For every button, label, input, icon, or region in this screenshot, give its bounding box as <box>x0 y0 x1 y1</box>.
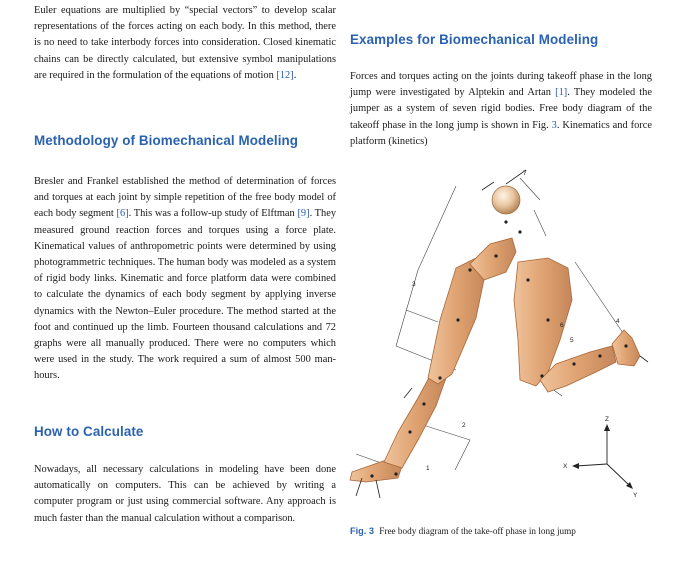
shank-segment <box>384 372 446 468</box>
guide-lines <box>356 178 625 470</box>
figure-caption-text: Free body diagram of the take-off phase in long jump <box>379 526 576 536</box>
segment-number-6: 6 <box>560 322 564 329</box>
segment-number-1: 1 <box>426 465 430 472</box>
examples-heading: Examples for Biomechanical Modeling <box>350 32 599 47</box>
y-axis <box>607 464 630 486</box>
segment-number-5: 5 <box>570 337 574 344</box>
citation-link[interactable]: [12] <box>276 69 294 81</box>
body-segments <box>350 186 640 482</box>
coordinate-axes <box>563 416 638 499</box>
figure-caption <box>350 526 576 536</box>
how-paragraph: Nowadays, all necessary calculations in modeling have been done automatically on computers. This can be achieved by writing a computer program or just using commercial software. Any approach is much faster than the manual calculation without a comparison. <box>34 464 336 524</box>
x-axis-arrowhead <box>572 463 579 469</box>
x-axis-label: X <box>563 463 568 470</box>
figure-link[interactable]: 3 <box>551 119 557 131</box>
examples-paragraph: Forces and torques acting on the joints during takeoff phase in the long jump were investigated by Alptekin and Artan [1]. They modeled the jumper as a system of seven rigid bodies. Free body diagram of the takeoff phase in the long jump is shown in Fig. 3. Kinematics and force platform (kinetics) <box>350 71 652 147</box>
z-axis-label: Z <box>605 416 609 423</box>
citation-link[interactable]: [9] <box>297 208 310 220</box>
x-axis <box>576 464 607 466</box>
segment-number-2: 2 <box>462 422 466 429</box>
intro-paragraph: Euler equations are multiplied by “special vectors” to develop scalar representations of the forces acting on each body. In this method, there is no need to take interbody forces into consideration. Closed kinematic chains can be directly calculated, but extensive symbol manipulations are required in the formulation of the equations of motion [12]. <box>34 5 336 81</box>
segment-number-3: 3 <box>412 281 416 288</box>
citation-link[interactable]: [6] <box>116 208 129 220</box>
z-axis-arrowhead <box>604 424 610 431</box>
figure-caption-label: Fig. 3 <box>350 526 374 536</box>
segment-number-7: 7 <box>523 170 527 177</box>
y-axis-label: Y <box>633 492 638 499</box>
citation-link[interactable]: [1] <box>555 87 568 99</box>
head-segment <box>492 186 520 214</box>
swing-foot-segment <box>612 330 640 366</box>
methodology-paragraph: Bresler and Frankel established the method of determination of forces and torques at each joint by simple repetition of the free body model of each body segment [6]. This was a follow-up study of Elftman [9]. They measured ground reaction forces and torques using a force plate. Kinematical values of anthropometric points were determined by using photogrammetric techniques. The human body was modeled as a system of rigid body links. Kinematic and force platform data were combined to calculate the dynamics of each body segment by applying inverse dynamics with the Newton–Euler procedure. The method started at the foot and continued up the limb. Fourteen thousand calculations and 72 graphs were all manually produced. There were no computers which were used in the study. The work required a sum of almost 500 man-hours. <box>34 176 337 382</box>
how-to-calculate-heading: How to Calculate <box>34 424 144 439</box>
methodology-heading: Methodology of Biomechanical Modeling <box>34 133 299 148</box>
segment-number-4: 4 <box>616 318 620 325</box>
